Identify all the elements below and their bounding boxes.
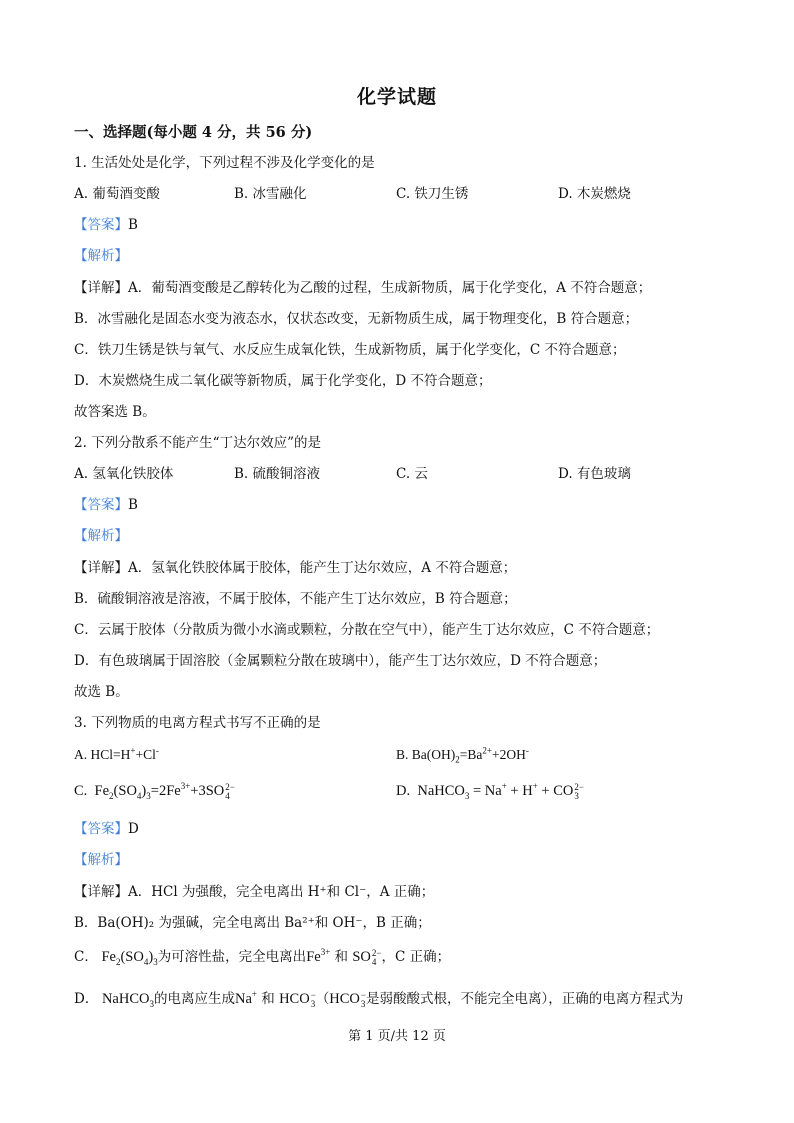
q1-option-d: D. 木炭燃烧	[558, 186, 631, 202]
q3-answer: 【答案】D	[74, 821, 139, 837]
q2-analysis-tag: 【解析】	[74, 528, 128, 544]
q2-option-a: A. 氢氧化铁胶体	[74, 466, 174, 482]
page-title: 化学试题	[356, 86, 437, 108]
q3-option-c: C. $Fe_2(SO_4)_3=2Fe^{3+}+3SO$ 2− 4	[74, 781, 235, 801]
q1-conclusion: 故答案选 B。	[74, 404, 156, 420]
q3-detail-a: 【详解】A．HCl 为强酸，完全电离出 H⁺和 Cl⁻，A 正确；	[74, 884, 435, 900]
q3-option-a: A. HCl=H++Cl-	[74, 745, 159, 762]
q1-option-c: C. 铁刀生锈	[396, 186, 469, 202]
q2-conclusion: 故选 B。	[74, 684, 129, 700]
q2-detail-b: B．硫酸铜溶液是溶液，不属于胶体，不能产生丁达尔效应，B 符合题意；	[74, 591, 517, 607]
answer-tag: 【答案】	[74, 217, 128, 233]
q1-option-a: A. 葡萄酒变酸	[74, 186, 160, 202]
q3-option-d: D. NaHCO$_3$ = Na+ + H+ + CO 2− 3	[396, 781, 584, 801]
q3-detail-d: D． NaHCO$_3$的电离应生成Na+ 和 HCO − 3 （HCO − 3 是弱酸酸式根，不能完全电离），正确的电离方程式为	[74, 989, 684, 1009]
q3-stem: 3. 下列物质的电离方程式书写不正确的是	[74, 715, 321, 731]
q2-answer: 【答案】B	[74, 497, 138, 513]
q1-detail-a: 【详解】A．葡萄酒变酸是乙醇转化为乙酸的过程，生成新物质，属于化学变化，A 不符合题意；	[74, 280, 652, 296]
q3-analysis-tag: 【解析】	[74, 852, 128, 868]
q3-detail-b: B．Ba(OH)₂ 为强碱，完全电离出 Ba²⁺和 OH⁻，B 正确；	[74, 915, 431, 931]
q2-detail-c: C．云属于胶体（分散质为微小水滴或颗粒，分散在空气中），能产生丁达尔效应，C 不符合题意；	[74, 622, 660, 638]
q2-answer-value: B	[128, 497, 138, 513]
q1-detail-c: C．铁刀生锈是铁与氧气、水反应生成氧化铁，生成新物质，属于化学变化，C 不符合题意；	[74, 342, 626, 358]
q2-stem: 2. 下列分散系不能产生“丁达尔效应”的是	[74, 435, 321, 451]
q1-analysis-tag: 【解析】	[74, 248, 128, 264]
q3-detail-c: C． $Fe_2(SO_4)_3$为可溶性盐，完全电离出$Fe^{3+}$ 和 SO 2− 4 ，C 正确；	[74, 947, 451, 967]
q3-option-b: B. $Ba(OH)_2=Ba^{2+}+2OH^-$	[396, 745, 529, 765]
q2-option-c: C. 云	[396, 466, 428, 482]
q2-detail-a: 【详解】A．氢氧化铁胶体属于胶体，能产生丁达尔效应，A 不符合题意；	[74, 560, 517, 576]
q1-stem: 1. 生活处处是化学，下列过程不涉及化学变化的是	[74, 155, 375, 171]
q1-answer-value: B	[128, 217, 138, 233]
q2-detail-d: D．有色玻璃属于固溶胶（金属颗粒分散在玻璃中），能产生丁达尔效应，D 不符合题意；	[74, 653, 607, 669]
q1-answer	[74, 216, 138, 234]
q1-detail-b: B．冰雪融化是固态水变为液态水，仅状态改变，无新物质生成，属于物理变化，B 符合题意；	[74, 311, 639, 327]
q1-detail-d: D．木炭燃烧生成二氧化碳等新物质，属于化学变化，D 不符合题意；	[74, 373, 492, 389]
page-footer: 第 1 页/共 12 页	[348, 1029, 446, 1044]
q1-option-b: B. 冰雪融化	[234, 186, 307, 202]
q2-option-b: B. 硫酸铜溶液	[234, 466, 321, 482]
section-heading: 一、选择题(每小题 4 分，共 56 分)	[74, 124, 313, 141]
detail-tag: 【详解】	[74, 280, 128, 296]
q3-answer-value: D	[128, 821, 139, 837]
q2-option-d: D. 有色玻璃	[558, 466, 631, 482]
